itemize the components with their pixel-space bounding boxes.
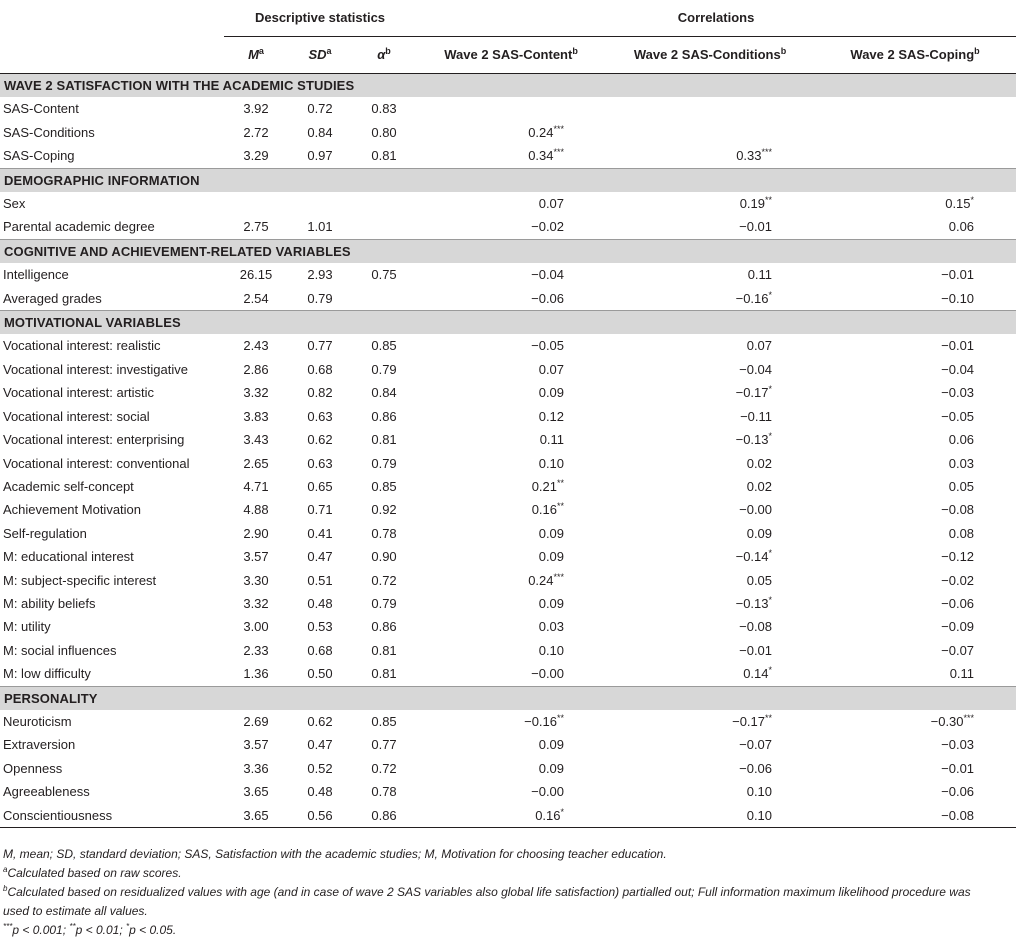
mean-cell: 2.33 xyxy=(243,642,269,658)
row-label: Vocational interest: realistic xyxy=(3,338,161,354)
col-sd-header: $SD^a$ xyxy=(288,37,352,74)
row-label: Openness xyxy=(3,760,63,776)
table-row xyxy=(0,287,1016,311)
corr-content-cell: 0.16** xyxy=(531,501,565,518)
table-row xyxy=(0,498,1016,521)
corr-coping-cell: −0.10 xyxy=(941,290,975,306)
mean-cell: 1.36 xyxy=(243,666,269,682)
alpha-cell: 0.86 xyxy=(371,408,397,424)
corr-conditions-cell: 0.07 xyxy=(746,338,773,354)
corr-conditions-cell: −0.17* xyxy=(735,384,773,401)
sd-cell: 0.56 xyxy=(288,804,352,828)
corr-content-cell: −0.06 xyxy=(531,290,565,306)
table-row xyxy=(0,569,1016,592)
mean-cell: 2.86 xyxy=(243,361,269,377)
corr-content-cell: 0.11 xyxy=(539,432,565,448)
table-row xyxy=(0,215,1016,239)
alpha-cell: 0.79 xyxy=(371,455,397,471)
corr-coping-cell: −0.08 xyxy=(814,804,1016,828)
corr-content-cell: 0.10 xyxy=(538,642,565,658)
mean-cell: 3.00 xyxy=(243,619,269,635)
mean-cell: 2.72 xyxy=(243,124,269,140)
sd-cell: 0.63 xyxy=(307,408,333,424)
col-alpha-header: $\alpha^b$ xyxy=(352,37,416,74)
note-b: $^b$Calculated based on residualized values with age (and in case of wave 2 SAS variables also global life satisfaction) partialled out; Full information maximum likelihood procedure was xyxy=(3,884,971,899)
corr-conditions-cell: −0.01 xyxy=(739,642,773,658)
row-label: M: utility xyxy=(3,619,51,635)
sd-cell: 0.51 xyxy=(307,572,333,588)
sd-cell: 0.41 xyxy=(307,525,333,541)
corr-coping-cell xyxy=(814,121,1016,144)
corr-conditions-cell: 0.19** xyxy=(739,195,773,212)
row-label: Intelligence xyxy=(3,267,69,283)
note-a: $^a$Calculated based on raw scores. xyxy=(3,865,182,880)
corr-conditions-cell: −0.07 xyxy=(739,737,773,753)
mean-cell: 2.69 xyxy=(243,713,269,729)
sd-cell: 1.01 xyxy=(307,219,333,235)
corr-conditions-cell: 0.02 xyxy=(746,455,773,471)
corr-conditions-cell: −0.11 xyxy=(740,408,773,424)
alpha-cell xyxy=(352,192,416,215)
corr-coping-cell: −0.30*** xyxy=(930,712,975,729)
mean-cell: 3.65 xyxy=(224,804,288,828)
table-row xyxy=(0,710,1016,733)
row-label: M: low difficulty xyxy=(3,666,91,682)
corr-coping-cell: 0.11 xyxy=(949,666,975,682)
corr-coping-cell: −0.03 xyxy=(941,385,975,401)
mean-cell: 3.43 xyxy=(243,432,269,448)
table-body xyxy=(0,74,1016,828)
header-column-row xyxy=(0,37,1016,74)
row-label: Averaged grades xyxy=(3,290,102,306)
section-title: WAVE 2 SATISFACTION WITH THE ACADEMIC STUDIES xyxy=(0,74,1016,98)
alpha-cell: 0.85 xyxy=(371,478,397,494)
corr-coping-cell: −0.12 xyxy=(941,549,975,565)
corr-coping-cell: −0.07 xyxy=(941,642,975,658)
corr-content-cell: −0.05 xyxy=(531,338,565,354)
corr-content-cell: 0.09 xyxy=(538,595,565,611)
sd-cell: 0.65 xyxy=(307,478,333,494)
corr-conditions-cell: 0.05 xyxy=(746,572,773,588)
section-header-row xyxy=(0,686,1016,710)
alpha-cell xyxy=(352,215,416,239)
corr-conditions-cell: −0.04 xyxy=(739,361,773,377)
corr-content-cell: 0.09 xyxy=(538,549,565,565)
corr-coping-cell: 0.06 xyxy=(948,432,975,448)
section-title: MOTIVATIONAL VARIABLES xyxy=(0,311,1016,335)
alpha-cell: 0.86 xyxy=(352,804,416,828)
mean-cell: 3.57 xyxy=(243,549,269,565)
sd-cell: 0.72 xyxy=(307,101,333,117)
mean-cell: 2.75 xyxy=(243,219,269,235)
corr-coping-cell: −0.06 xyxy=(941,784,975,800)
corr-conditions-cell xyxy=(606,121,814,144)
corr-conditions-cell: −0.00 xyxy=(739,502,773,518)
mean-cell: 3.92 xyxy=(243,101,269,117)
sd-cell: 0.62 xyxy=(307,432,333,448)
alpha-cell: 0.75 xyxy=(371,267,397,283)
table-row xyxy=(0,804,1016,828)
corr-coping-cell: −0.01 xyxy=(941,760,975,776)
sd-cell: 0.53 xyxy=(307,619,333,635)
alpha-cell: 0.81 xyxy=(371,642,397,658)
alpha-cell: 0.83 xyxy=(371,101,397,117)
corr-conditions-cell: −0.13* xyxy=(735,594,773,611)
table-notes xyxy=(3,845,1013,940)
corr-coping-cell: 0.08 xyxy=(948,525,975,541)
sd-cell: 0.47 xyxy=(307,549,333,565)
corr-content-cell: −0.00 xyxy=(531,784,565,800)
table-row xyxy=(0,97,1016,120)
corr-content-cell: −0.16** xyxy=(524,712,565,729)
mean-cell: 3.32 xyxy=(243,385,269,401)
corr-content-cell: 0.07 xyxy=(538,361,565,377)
corr-conditions-cell: −0.14* xyxy=(735,548,773,565)
alpha-cell: 0.85 xyxy=(371,338,397,354)
row-label: Vocational interest: conventional xyxy=(3,455,190,471)
sd-cell: 0.47 xyxy=(307,737,333,753)
corr-content-cell: 0.16* xyxy=(416,804,606,828)
mean-cell: 26.15 xyxy=(239,267,273,283)
mean-cell: 4.88 xyxy=(243,502,269,518)
row-label: SAS-Content xyxy=(3,101,79,117)
section-header-row xyxy=(0,311,1016,335)
table-row xyxy=(0,757,1016,780)
row-label: Neuroticism xyxy=(3,713,72,729)
mean-cell: 2.43 xyxy=(243,338,269,354)
row-label: M: ability beliefs xyxy=(3,595,96,611)
mean-cell: 2.54 xyxy=(243,290,269,306)
corr-coping-cell: −0.01 xyxy=(941,338,975,354)
sd-cell: 0.68 xyxy=(307,361,333,377)
note-b-continued: used to estimate all values. xyxy=(3,904,148,918)
sd-cell: 0.52 xyxy=(307,760,333,776)
table-row xyxy=(0,780,1016,803)
alpha-cell: 0.80 xyxy=(371,124,397,140)
corr-coping-cell: −0.01 xyxy=(941,267,975,283)
alpha-cell: 0.78 xyxy=(371,525,397,541)
sd-cell: 0.50 xyxy=(307,666,333,682)
corr-coping-cell: 0.05 xyxy=(948,478,975,494)
alpha-cell: 0.86 xyxy=(371,619,397,635)
corr-coping-cell: −0.04 xyxy=(941,361,975,377)
corr-content-cell: 0.12 xyxy=(538,408,565,424)
alpha-cell: 0.85 xyxy=(371,713,397,729)
row-label: Sex xyxy=(3,196,26,212)
row-label: Conscientiousness xyxy=(0,804,224,828)
mean-cell: 3.32 xyxy=(243,595,269,611)
corr-coping-cell xyxy=(814,97,1016,120)
section-header-row xyxy=(0,74,1016,98)
row-label: M: social influences xyxy=(3,642,117,658)
sd-cell: 0.77 xyxy=(307,338,333,354)
corr-conditions-cell: −0.06 xyxy=(739,760,773,776)
corr-conditions-cell: −0.08 xyxy=(739,619,773,635)
table-row xyxy=(0,334,1016,357)
mean-cell: 3.29 xyxy=(243,148,269,164)
row-label: Agreeableness xyxy=(3,784,90,800)
note-abbreviations: M, mean; SD, standard deviation; SAS, Satisfaction with the academic studies; M, Motivation for choosing teacher education. xyxy=(3,847,667,861)
mean-cell xyxy=(224,192,288,215)
alpha-cell: 0.72 xyxy=(371,760,397,776)
corr-content-cell: 0.24*** xyxy=(528,123,565,140)
mean-cell: 2.65 xyxy=(243,455,269,471)
col-coping-header: Wave 2 SAS-Coping$^b$ xyxy=(814,37,1016,74)
corr-content-cell: −0.02 xyxy=(531,219,565,235)
table-row xyxy=(0,192,1016,215)
row-label: Vocational interest: artistic xyxy=(3,385,155,401)
alpha-cell xyxy=(352,287,416,311)
corr-content-cell: −0.04 xyxy=(531,267,565,283)
sd-cell: 0.79 xyxy=(307,290,333,306)
table-row xyxy=(0,592,1016,615)
table-row xyxy=(0,263,1016,286)
corr-conditions-cell: −0.13* xyxy=(735,431,773,448)
mean-cell: 3.83 xyxy=(243,408,269,424)
corr-coping-cell: −0.03 xyxy=(941,737,975,753)
header-group-row xyxy=(0,0,1016,37)
corr-coping-cell: −0.05 xyxy=(941,408,975,424)
mean-cell: 2.90 xyxy=(243,525,269,541)
corr-content-cell: 0.07 xyxy=(538,196,565,212)
mean-cell: 3.36 xyxy=(243,760,269,776)
alpha-cell: 0.79 xyxy=(371,361,397,377)
row-label: M: educational interest xyxy=(3,549,134,565)
corr-content-cell: 0.21** xyxy=(531,477,565,494)
sd-cell: 0.62 xyxy=(307,713,333,729)
row-label: M: subject-specific interest xyxy=(3,572,157,588)
row-label: Vocational interest: enterprising xyxy=(3,432,185,448)
group-descriptive-header: Descriptive statistics xyxy=(224,0,416,37)
corr-content-cell: 0.10 xyxy=(538,455,565,471)
section-title: PERSONALITY xyxy=(0,686,1016,710)
corr-coping-cell: 0.06 xyxy=(948,219,975,235)
sd-cell: 0.71 xyxy=(307,502,333,518)
sd-cell: 0.63 xyxy=(307,455,333,471)
corr-coping-cell: 0.15* xyxy=(945,195,975,212)
alpha-cell: 0.81 xyxy=(371,666,397,682)
mean-cell: 4.71 xyxy=(243,478,269,494)
corr-conditions-cell: 0.02 xyxy=(746,478,773,494)
row-label: SAS-Coping xyxy=(3,148,75,164)
corr-conditions-cell: 0.09 xyxy=(746,525,773,541)
row-label: SAS-Conditions xyxy=(3,124,95,140)
sd-cell: 0.82 xyxy=(307,385,333,401)
alpha-cell: 0.90 xyxy=(371,549,397,565)
sd-cell: 0.48 xyxy=(307,595,333,611)
corr-conditions-cell: −0.16* xyxy=(735,289,773,306)
table-row xyxy=(0,615,1016,638)
table-row xyxy=(0,662,1016,686)
alpha-cell: 0.81 xyxy=(371,148,397,164)
sd-cell xyxy=(288,192,352,215)
mean-cell: 3.57 xyxy=(243,737,269,753)
row-label: Self-regulation xyxy=(3,525,87,541)
col-m-header: $M^a$ xyxy=(224,37,288,74)
sd-cell: 0.84 xyxy=(307,124,333,140)
table-row xyxy=(0,475,1016,498)
mean-cell: 3.65 xyxy=(243,784,269,800)
section-title: COGNITIVE AND ACHIEVEMENT-RELATED VARIABLES xyxy=(0,239,1016,263)
corr-content-cell xyxy=(416,97,606,120)
col-content-header: Wave 2 SAS-Content$^b$ xyxy=(416,37,606,74)
alpha-cell: 0.78 xyxy=(371,784,397,800)
alpha-cell: 0.81 xyxy=(371,432,397,448)
corr-content-cell: 0.09 xyxy=(538,525,565,541)
alpha-cell: 0.92 xyxy=(371,502,397,518)
table-row xyxy=(0,144,1016,168)
corr-content-cell: 0.09 xyxy=(538,760,565,776)
table-row xyxy=(0,381,1016,404)
section-header-row xyxy=(0,168,1016,192)
section-title: DEMOGRAPHIC INFORMATION xyxy=(0,168,1016,192)
table-row xyxy=(0,452,1016,475)
table-row xyxy=(0,522,1016,545)
corr-conditions-cell: 0.11 xyxy=(747,267,773,283)
corr-conditions-cell xyxy=(606,97,814,120)
row-label: Vocational interest: social xyxy=(3,408,150,424)
alpha-cell: 0.84 xyxy=(371,385,397,401)
sd-cell: 0.48 xyxy=(307,784,333,800)
sd-cell: 0.97 xyxy=(307,148,333,164)
note-significance: ***p < 0.001; **p < 0.01; *p < 0.05. xyxy=(3,922,177,937)
alpha-cell: 0.72 xyxy=(371,572,397,588)
corr-conditions-cell: 0.33*** xyxy=(736,147,773,164)
corr-content-cell: −0.00 xyxy=(531,666,565,682)
corr-content-cell: 0.03 xyxy=(538,619,565,635)
section-header-row xyxy=(0,239,1016,263)
sd-cell: 2.93 xyxy=(307,267,333,283)
group-correlations-header: Correlations xyxy=(416,0,1016,37)
corr-coping-cell: −0.02 xyxy=(941,572,975,588)
table-row xyxy=(0,405,1016,428)
row-label: Achievement Motivation xyxy=(3,502,142,518)
corr-conditions-cell: 0.14* xyxy=(743,665,773,682)
col-conditions-header: Wave 2 SAS-Conditions$^b$ xyxy=(606,37,814,74)
alpha-cell: 0.77 xyxy=(371,737,397,753)
corr-conditions-cell: 0.10 xyxy=(606,804,814,828)
corr-coping-cell: −0.06 xyxy=(941,595,975,611)
table-row xyxy=(0,639,1016,662)
corr-content-cell: 0.09 xyxy=(538,385,565,401)
corr-content-cell: 0.24*** xyxy=(528,571,565,588)
corr-conditions-cell: −0.01 xyxy=(739,219,773,235)
corr-conditions-cell: −0.17** xyxy=(732,712,773,729)
corr-content-cell: 0.09 xyxy=(538,737,565,753)
table-row xyxy=(0,121,1016,144)
table-row xyxy=(0,733,1016,756)
corr-coping-cell: 0.03 xyxy=(948,455,975,471)
corr-coping-cell: −0.09 xyxy=(941,619,975,635)
mean-cell: 3.30 xyxy=(243,572,269,588)
table-row xyxy=(0,358,1016,381)
corr-coping-cell xyxy=(814,144,1016,168)
corr-coping-cell: −0.08 xyxy=(941,502,975,518)
row-label: Parental academic degree xyxy=(3,219,155,235)
table-row xyxy=(0,428,1016,451)
corr-conditions-cell: 0.10 xyxy=(746,784,773,800)
alpha-cell: 0.79 xyxy=(371,595,397,611)
row-label: Academic self-concept xyxy=(3,478,134,494)
row-label: Extraversion xyxy=(3,737,76,753)
table-row xyxy=(0,545,1016,568)
corr-content-cell: 0.34*** xyxy=(528,147,565,164)
sd-cell: 0.68 xyxy=(307,642,333,658)
row-label: Vocational interest: investigative xyxy=(3,361,188,377)
